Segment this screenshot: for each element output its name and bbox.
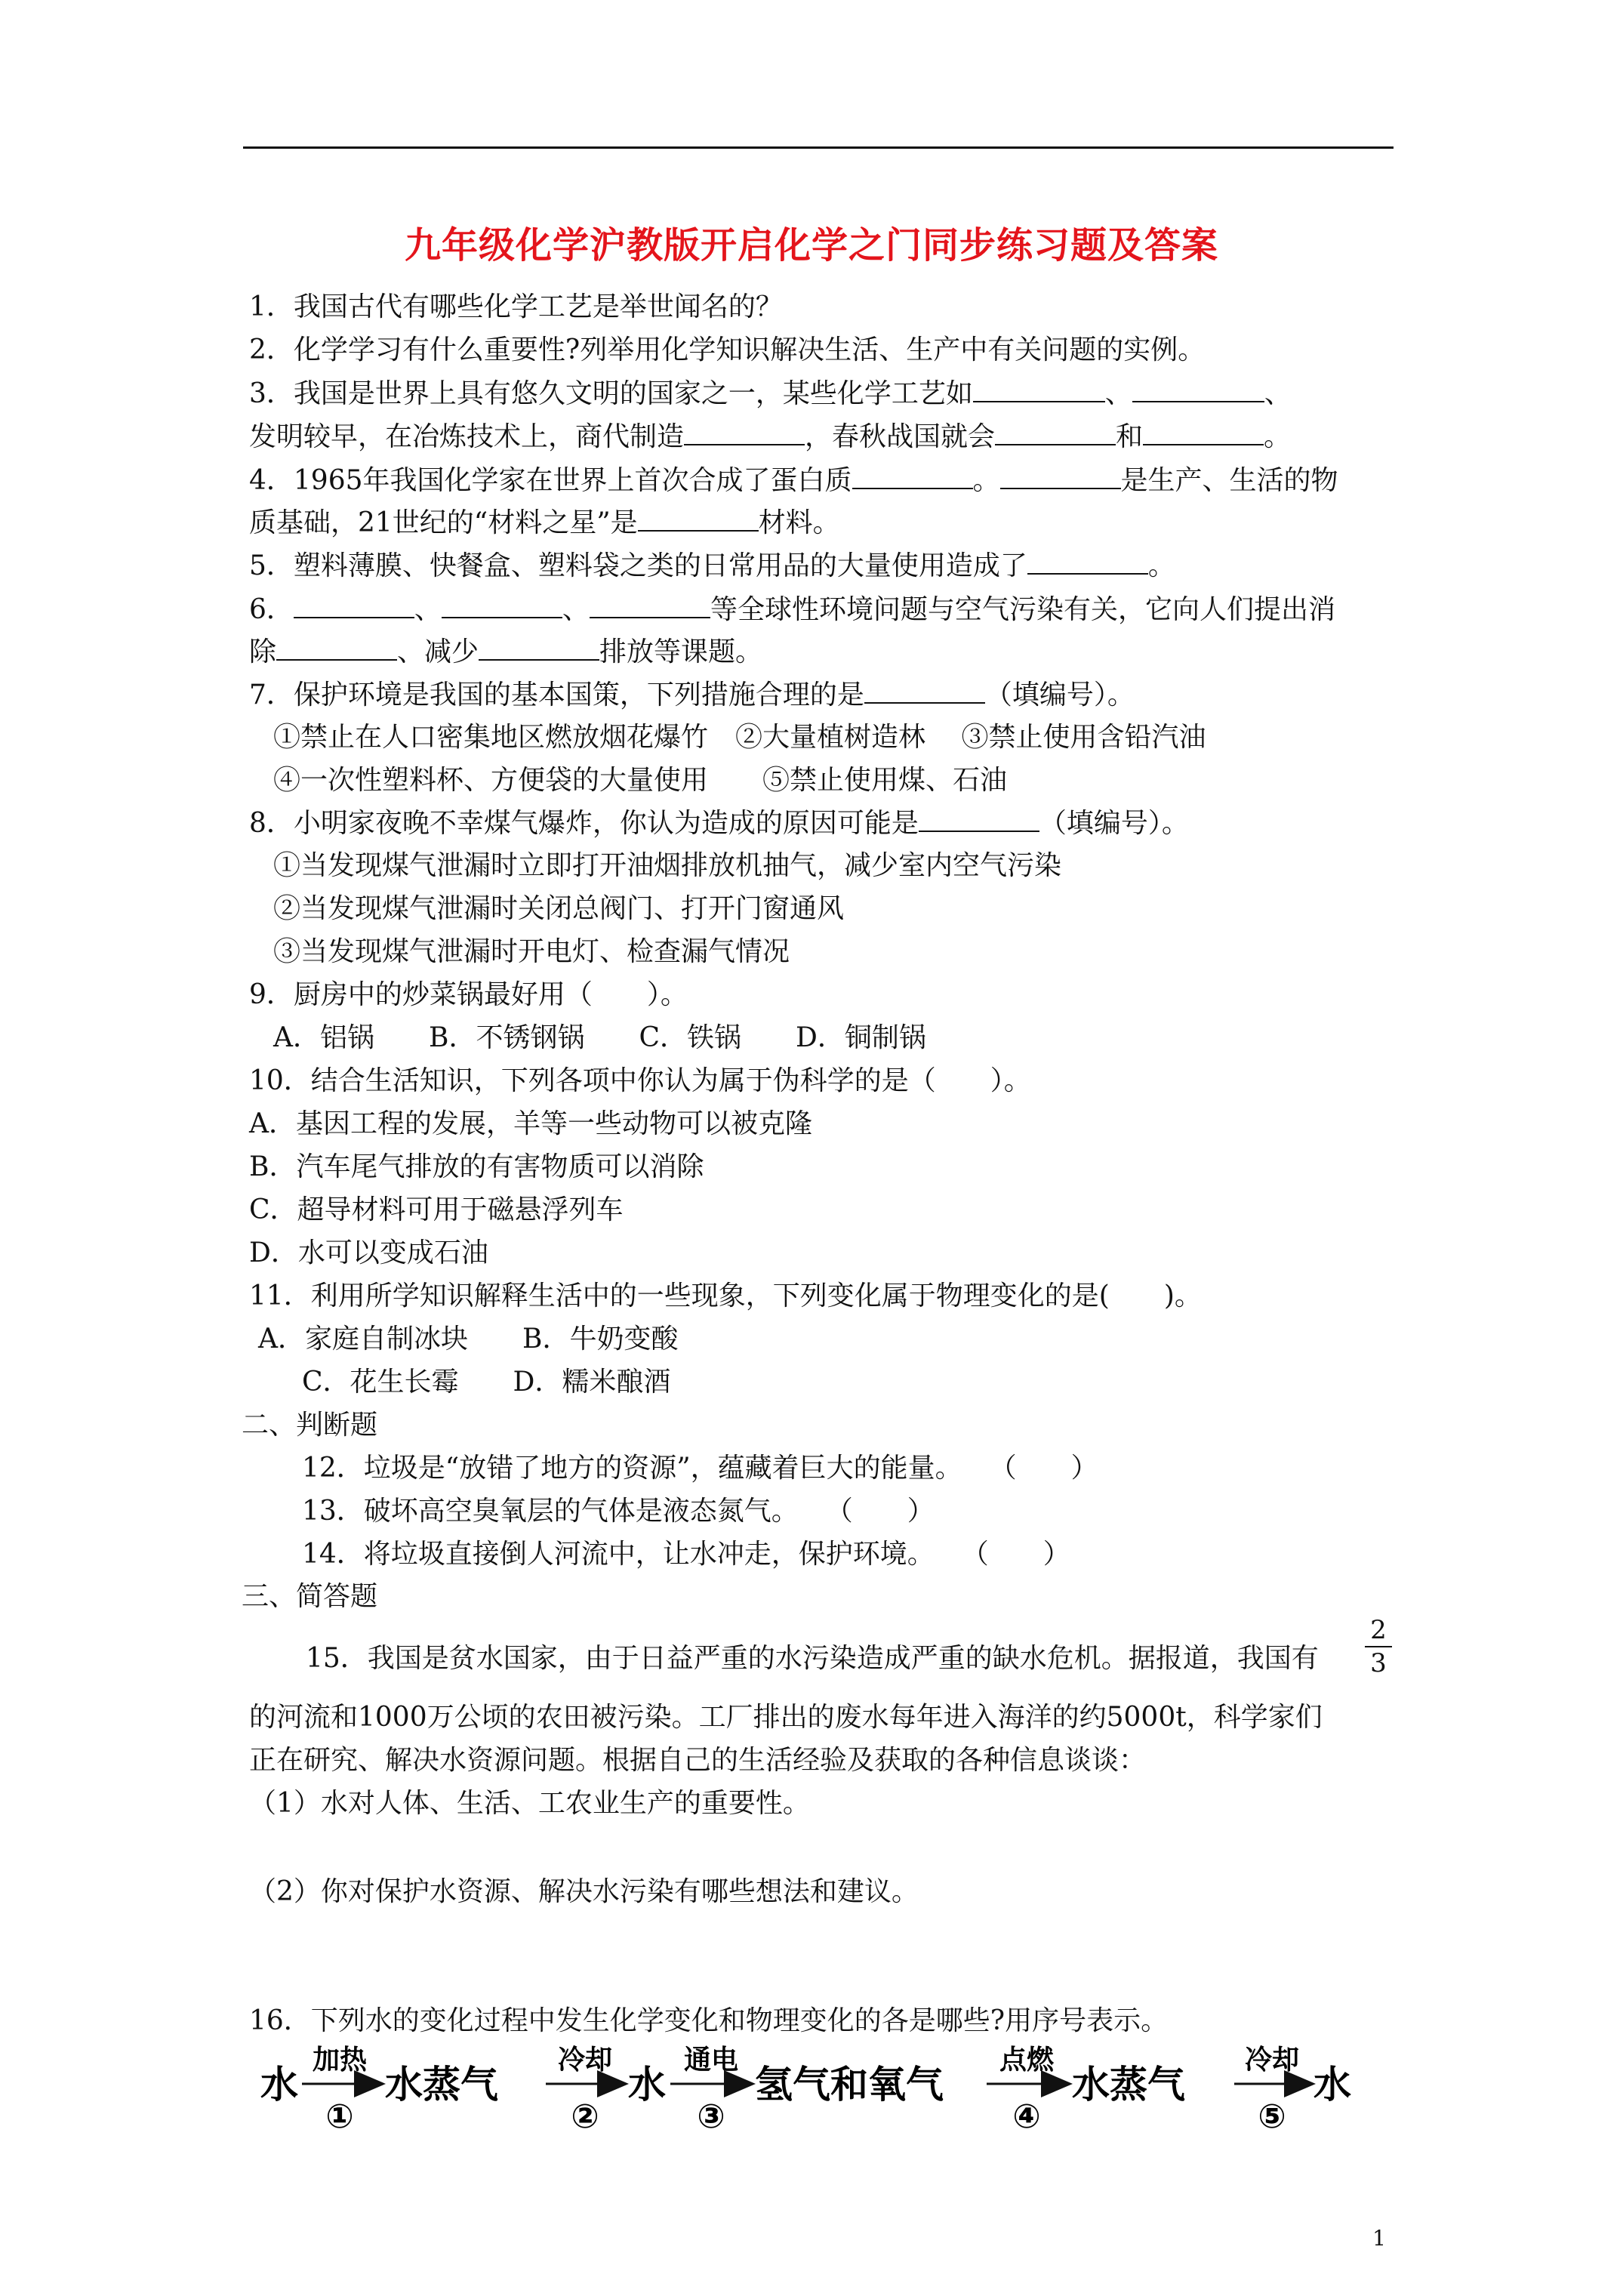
step-label-5: ⑤ — [1258, 2097, 1286, 2136]
line-text: 材料。 — [758, 507, 840, 538]
text-line — [302, 1366, 670, 1399]
fraction-numerator: 2 — [1370, 1615, 1387, 1645]
text-line — [249, 291, 783, 324]
step-label-4: ④ — [1012, 2097, 1041, 2136]
answer-blank[interactable] — [638, 506, 759, 532]
condition-cool-2: 冷却 — [1244, 2045, 1300, 2076]
text-line — [249, 1108, 812, 1141]
line-text: ③当发现煤气泄漏时开电灯、检查漏气情况 — [273, 936, 790, 967]
substance-hydrogen-oxygen: 氢气和氧气 — [755, 2063, 944, 2106]
text-line — [249, 1237, 488, 1270]
fraction-denominator: 3 — [1370, 1648, 1387, 1678]
text-line — [249, 2005, 1168, 2038]
line-text: 二、判断题 — [242, 1410, 378, 1441]
line-text: （填编号）。 — [1039, 808, 1189, 839]
line-text: 4．1965年我国化学家在世界上首次合成了蛋白质 — [249, 465, 852, 496]
text-line — [306, 1642, 1319, 1675]
line-text: 。 — [972, 465, 1000, 496]
line-text: 6． — [249, 594, 294, 625]
line-text: 、 — [562, 594, 590, 625]
line-text: C．花生长霉 D．糯米酿酒 — [302, 1367, 671, 1398]
text-line — [273, 935, 790, 969]
line-text: 15．我国是贫水国家，由于日益严重的水污染造成严重的缺水危机。据报道，我国有 — [306, 1643, 1319, 1674]
substance-steam-2: 水蒸气 — [1072, 2063, 1185, 2106]
substance-water-1: 水 — [260, 2063, 298, 2106]
text-line — [249, 377, 1292, 411]
answer-blank[interactable] — [852, 464, 973, 489]
line-text: 、 — [1104, 378, 1132, 409]
line-text: （填编号）。 — [984, 680, 1135, 710]
text-line — [249, 1194, 624, 1227]
page-title: 九年级化学沪教版开启化学之门同步练习题及答案 — [404, 224, 1218, 267]
line-text: B．汽车尾气排放的有害物质可以消除 — [249, 1151, 704, 1182]
answer-blank[interactable] — [1027, 549, 1148, 575]
line-text: 11．利用所学知识解释生活中的一些现象，下列变化属于物理变化的是( )。 — [249, 1281, 1202, 1311]
line-text: （1）水对人体、生活、工农业生产的重要性。 — [249, 1788, 810, 1819]
text-line — [249, 1744, 1146, 1777]
answer-blank[interactable] — [479, 635, 599, 661]
line-text: 2．化学学习有什么重要性?列举用化学知识解决生活、生产中有关问题的实例。 — [249, 334, 1206, 365]
line-text: A．基因工程的发展，羊等一些动物可以被克隆 — [249, 1108, 812, 1139]
text-line — [249, 464, 1338, 498]
line-text: 7．保护环境是我国的基本国策，下列措施合理的是 — [249, 680, 864, 710]
line-text: ①当发现煤气泄漏时立即打开油烟排放机抽气，减少室内空气污染 — [273, 850, 1062, 881]
line-text: 5．塑料薄膜、快餐盒、塑料袋之类的日常用品的大量使用造成了 — [249, 550, 1027, 581]
line-text: 。 — [1264, 421, 1292, 452]
text-line — [249, 506, 840, 540]
text-line — [242, 1409, 377, 1442]
fraction-two-thirds — [1365, 1614, 1392, 1679]
answer-blank[interactable] — [1000, 464, 1121, 489]
line-text: 发明较早，在冶炼技术上，商代制造 — [249, 421, 685, 452]
line-text: 16．下列水的变化过程中发生化学变化和物理变化的各是哪些?用序号表示。 — [249, 2005, 1169, 2036]
answer-blank[interactable] — [1143, 420, 1264, 445]
text-line — [249, 1787, 810, 1820]
text-line — [249, 1151, 704, 1184]
text-line — [302, 1538, 1070, 1571]
line-text: 的河流和1000万公顷的农田被污染。工厂排出的废水每年进入海洋的约5000t，科学家们 — [249, 1702, 1323, 1733]
answer-blank[interactable] — [995, 420, 1116, 445]
substance-steam-1: 水蒸气 — [385, 2063, 498, 2106]
header-rule — [243, 146, 1394, 149]
line-text: ，春秋战国就会 — [805, 421, 996, 452]
answer-blank[interactable] — [276, 635, 397, 661]
answer-blank[interactable] — [973, 377, 1105, 402]
text-line — [249, 420, 1291, 454]
text-line — [249, 334, 1205, 367]
text-line — [249, 1280, 1202, 1313]
line-text: 等全球性环境问题与空气污染有关，它向人们提出消 — [710, 594, 1335, 625]
line-text: 1．我国古代有哪些化学工艺是举世闻名的？ — [249, 291, 783, 322]
line-text: ④一次性塑料杯、方便袋的大量使用 ⑤禁止使用煤、石油 — [273, 765, 1008, 796]
text-line — [249, 593, 1335, 627]
text-line — [258, 1323, 678, 1356]
answer-blank[interactable] — [442, 593, 562, 618]
line-text: 。 — [1147, 550, 1175, 581]
substance-water-3: 水 — [1313, 2063, 1351, 2106]
answer-blank[interactable] — [294, 593, 414, 618]
line-text: C．超导材料可用于磁悬浮列车 — [249, 1194, 624, 1225]
line-text: 、 — [1264, 378, 1292, 409]
condition-cool-1: 冷却 — [557, 2045, 613, 2076]
text-line — [302, 1495, 935, 1528]
line-text: A．铝锅 B．不锈钢锅 C．铁锅 D．铜制锅 — [273, 1022, 926, 1053]
text-line — [249, 1875, 919, 1909]
line-text: 14．将垃圾直接倒人河流中，让水冲走，保护环境。 （ ） — [302, 1539, 1070, 1570]
answer-blank[interactable] — [590, 593, 710, 618]
text-line — [273, 764, 1007, 797]
answer-blank[interactable] — [1132, 377, 1264, 402]
answer-blank[interactable] — [864, 678, 985, 704]
line-text: 9．厨房中的炒菜锅最好用（ ）。 — [249, 979, 688, 1010]
line-text: ②当发现煤气泄漏时关闭总阀门、打开门窗通风 — [273, 893, 845, 924]
condition-heat: 加热 — [312, 2045, 368, 2076]
line-text: A．家庭自制冰块 B．牛奶变酸 — [258, 1324, 679, 1354]
line-text: 12．垃圾是“放错了地方的资源”，蕴藏着巨大的能量。 （ ） — [302, 1453, 1098, 1484]
line-text: 8．小明家夜晚不幸煤气爆炸，你认为造成的原因可能是 — [249, 808, 919, 839]
step-label-2: ② — [571, 2097, 599, 2136]
line-text: 和 — [1116, 421, 1144, 452]
text-line — [273, 1022, 926, 1055]
line-text: 、减少 — [397, 636, 479, 667]
line-text: 三、简答题 — [242, 1581, 378, 1612]
substance-water-2: 水 — [628, 2063, 666, 2106]
line-text: 3．我国是世界上具有悠久文明的国家之一，某些化学工艺如 — [249, 378, 973, 409]
text-line — [302, 1452, 1098, 1485]
line-text: 排放等课题。 — [599, 636, 763, 667]
text-line — [249, 678, 1135, 712]
step-label-3: ③ — [697, 2097, 725, 2136]
line-text: 、 — [414, 594, 442, 625]
answer-blank[interactable] — [684, 420, 805, 445]
text-line — [249, 806, 1189, 840]
line-text: 是生产、生活的物 — [1120, 465, 1338, 496]
page-number: 1 — [1372, 2226, 1386, 2251]
line-text: 除 — [249, 636, 277, 667]
text-line — [273, 721, 1206, 754]
line-text: 质基础，21世纪的“材料之星”是 — [249, 507, 638, 538]
line-text: D．水可以变成石油 — [249, 1237, 488, 1268]
line-text: 10．结合生活知识，下列各项中你认为属于伪科学的是（ ）。 — [249, 1065, 1031, 1096]
answer-blank[interactable] — [919, 806, 1039, 832]
line-text: ①禁止在人口密集地区燃放烟花爆竹 ②大量植树造林 ③禁止使用含铅汽油 — [273, 722, 1206, 753]
text-line — [242, 1580, 377, 1613]
line-text: （2）你对保护水资源、解决水污染有哪些想法和建议。 — [249, 1876, 919, 1907]
text-line — [249, 1065, 1031, 1098]
line-text: 13．破坏高空臭氧层的气体是液态氮气。 （ ） — [302, 1496, 935, 1527]
text-line — [249, 1701, 1323, 1734]
line-text: 正在研究、解决水资源问题。根据自己的生活经验及获取的各种信息谈谈： — [249, 1745, 1147, 1776]
step-label-1: ① — [325, 2097, 354, 2136]
condition-electrolysis: 通电 — [683, 2045, 739, 2076]
text-line — [249, 549, 1175, 583]
condition-ignite: 点燃 — [999, 2045, 1055, 2076]
text-line — [273, 849, 1061, 883]
water-change-diagram — [260, 2039, 1363, 2137]
text-line — [249, 635, 762, 669]
text-line — [273, 892, 844, 926]
text-line — [249, 978, 688, 1012]
